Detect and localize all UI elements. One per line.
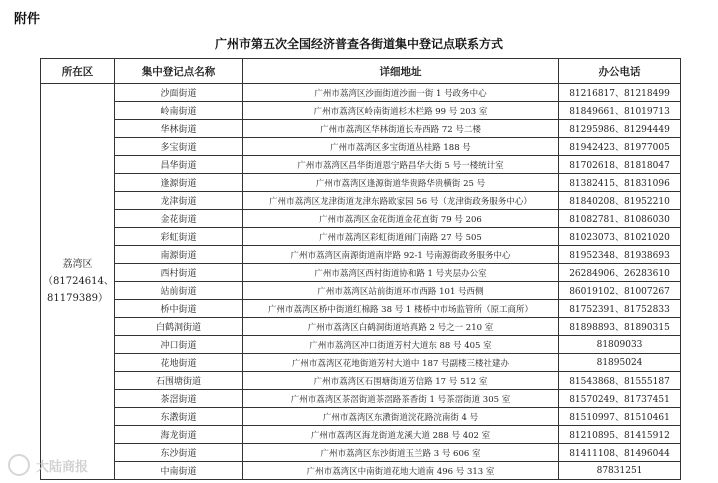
site-name-cell: 龙津街道 [115,192,243,210]
table-row [41,156,681,174]
site-name-cell: 彩虹街道 [115,228,243,246]
table-row [41,264,681,282]
phone-cell: 81702618、81818047 [559,156,681,174]
site-name-cell: 石围塘街道 [115,372,243,390]
table-body [41,84,681,480]
address-cell: 广州市荔湾区西村街道协和路 1 号夹层办公室 [243,264,559,282]
site-name-cell: 南源街道 [115,246,243,264]
address-cell: 广州市荔湾区多宝街道丛桂路 188 号 [243,138,559,156]
address-cell: 广州市荔湾区花地街道芳村大道中 187 号副楼三楼社建办 [243,354,559,372]
address-cell: 广州市荔湾区华林街道长寿西路 72 号二楼 [243,120,559,138]
watermark-text: 大陆商报 [36,459,89,475]
site-name-cell: 东沙街道 [115,444,243,462]
watermark [8,454,88,476]
address-cell: 广州市荔湾区桥中街道红棉路 38 号 1 楼桥中市场监管所（原工商所） [243,300,559,318]
table-row [41,282,681,300]
site-name-cell: 中南街道 [115,462,243,480]
column-header-address: 详细地址 [243,59,559,84]
phone-cell: 81849661、81019713 [559,102,681,120]
site-name-cell: 西村街道 [115,264,243,282]
table-row [41,228,681,246]
address-cell: 广州市荔湾区冲口街道芳村大道东 88 号 405 室 [243,336,559,354]
table-row [41,426,681,444]
phone-cell: 26284906、26283610 [559,264,681,282]
address-cell: 广州市荔湾区东漖街道浣花路浣南街 4 号 [243,408,559,426]
site-name-cell: 白鹤洞街道 [115,318,243,336]
site-name-cell: 沙面街道 [115,84,243,102]
address-cell: 广州市荔湾区昌华街道恩宁路昌华大街 5 号一楼统计室 [243,156,559,174]
site-name-cell: 华林街道 [115,120,243,138]
table-row [41,372,681,390]
district-cell [41,84,115,480]
table-header-row [41,59,681,84]
address-cell: 广州市荔湾区茶滘街道茶滘路茶香街 1 号茶滘街道 305 室 [243,390,559,408]
site-name-cell: 金花街道 [115,210,243,228]
phone-cell: 86019102、81007267 [559,282,681,300]
contact-table [40,58,681,480]
phone-cell: 81382415、81831096 [559,174,681,192]
district-name: 荔湾区 [62,259,93,270]
site-name-cell: 岭南街道 [115,102,243,120]
address-cell: 广州市荔湾区逢源街道华贵路华贵横街 25 号 [243,174,559,192]
address-cell: 广州市荔湾区彩虹街道闹门南路 27 号 505 [243,228,559,246]
table-row [41,102,681,120]
phone-cell: 87831251 [559,462,681,480]
site-name-cell: 昌华街道 [115,156,243,174]
address-cell: 广州市荔湾区南源街道南岸路 92-1 号南源街政务服务中心 [243,246,559,264]
table-row [41,444,681,462]
district-phone: （81724614、81179389） [43,276,114,304]
address-cell: 广州市荔湾区沙面街道沙面一街 1 号政务中心 [243,84,559,102]
site-name-cell: 花地街道 [115,354,243,372]
watermark-logo-icon [8,454,30,476]
address-cell: 广州市荔湾区龙津街道龙津东路欧家园 56 号（龙津街政务服务中心） [243,192,559,210]
site-name-cell: 茶滘街道 [115,390,243,408]
phone-cell: 81752391、81752833 [559,300,681,318]
address-cell: 广州市荔湾区东沙街道玉兰路 3 号 606 室 [243,444,559,462]
site-name-cell: 冲口街道 [115,336,243,354]
site-name-cell: 逢源街道 [115,174,243,192]
table-row [41,84,681,102]
table-row [41,354,681,372]
phone-cell: 81295986、81294449 [559,120,681,138]
phone-cell: 81895024 [559,354,681,372]
table-row [41,336,681,354]
table-row [41,318,681,336]
site-name-cell: 海龙街道 [115,426,243,444]
phone-cell: 81898893、81890315 [559,318,681,336]
address-cell: 广州市荔湾区金花街道金花直街 79 号 206 [243,210,559,228]
address-cell: 广州市荔湾区海龙街道龙溪大道 288 号 402 室 [243,426,559,444]
address-cell: 广州市荔湾区白鹤洞街道培真路 2 号之一 210 室 [243,318,559,336]
phone-cell: 81082781、81086030 [559,210,681,228]
address-cell: 广州市荔湾区站前街道环市西路 101 号西侧 [243,282,559,300]
phone-cell: 81570249、81737451 [559,390,681,408]
address-cell: 广州市荔湾区岭南街道杉木栏路 99 号 203 室 [243,102,559,120]
table-row [41,138,681,156]
phone-cell: 81942423、81977005 [559,138,681,156]
phone-cell: 81809033 [559,336,681,354]
table-row [41,210,681,228]
phone-cell: 81023073、81021020 [559,228,681,246]
table-row [41,174,681,192]
table-row [41,462,681,480]
phone-cell: 81952348、81938693 [559,246,681,264]
table-row [41,300,681,318]
attachment-label: 附件 [14,12,41,27]
document-title: 广州市第五次全国经济普查各街道集中登记点联系方式 [214,37,503,51]
phone-cell: 81510997、81510461 [559,408,681,426]
phone-cell: 81411108、81496044 [559,444,681,462]
column-header-phone: 办公电话 [559,59,681,84]
phone-cell: 81840208、81952210 [559,192,681,210]
address-cell: 广州市荔湾区中南街道花地大道南 496 号 313 室 [243,462,559,480]
phone-cell: 81216817、81218499 [559,84,681,102]
table-row [41,408,681,426]
site-name-cell: 桥中街道 [115,300,243,318]
column-header-site-name: 集中登记点名称 [115,59,243,84]
table-row [41,192,681,210]
column-header-district: 所在区 [41,59,115,84]
address-cell: 广州市荔湾区石围塘街道芳信路 17 号 512 室 [243,372,559,390]
site-name-cell: 多宝街道 [115,138,243,156]
table-row [41,390,681,408]
site-name-cell: 东漖街道 [115,408,243,426]
table-row [41,120,681,138]
table-row [41,246,681,264]
phone-cell: 81210895、81415912 [559,426,681,444]
site-name-cell: 站前街道 [115,282,243,300]
phone-cell: 81543868、81555187 [559,372,681,390]
